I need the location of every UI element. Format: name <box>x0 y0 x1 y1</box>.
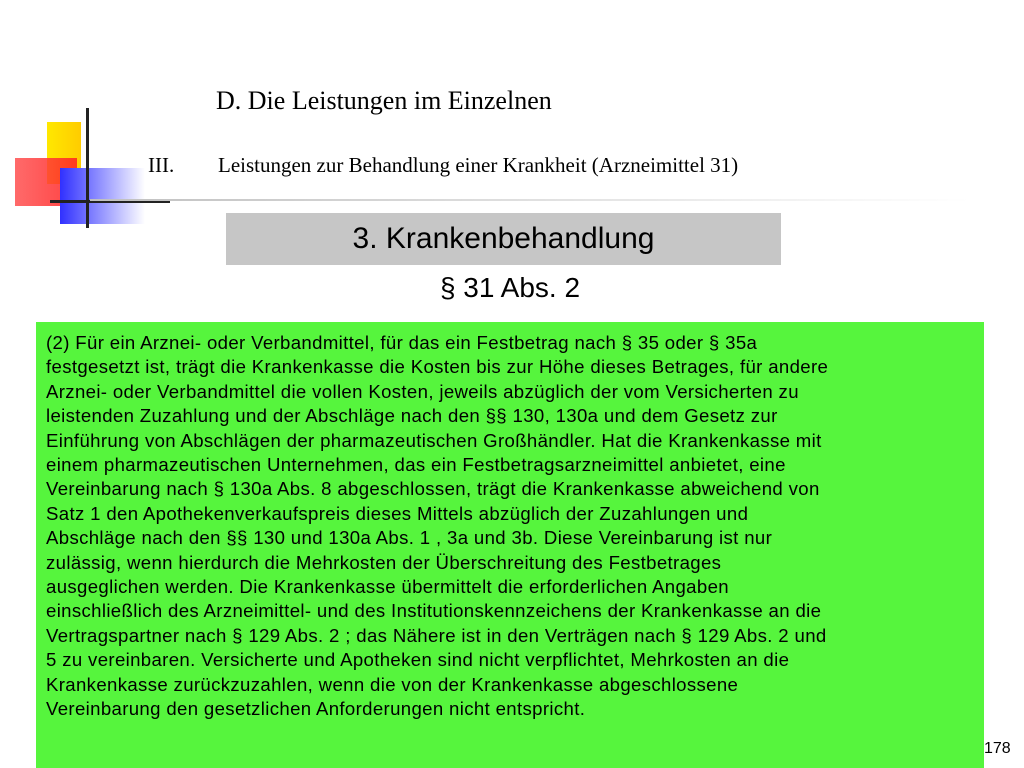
law-text-line: ausgeglichen werden. Die Krankenkasse übermittelt die erforderlichen Angaben <box>46 576 729 598</box>
law-text-line: 5 zu vereinbaren. Versicherte und Apotheken sind nicht verpflichtet, Mehrkosten an die <box>46 649 790 671</box>
law-text-line: Abschläge nach den §§ 130 und 130a Abs. 1 , 3a und 3b. Diese Vereinbarung ist nur <box>46 527 773 549</box>
slide-title: D. Die Leistungen im Einzelnen <box>216 86 552 115</box>
law-text-line: Krankenkasse zurückzuzahlen, wenn die von der Krankenkasse abgeschlossene <box>46 673 739 695</box>
slide-logo-graphic <box>0 0 200 240</box>
law-text-line: Vereinbarung den gesetzlichen Anforderungen nicht entspricht. <box>46 698 586 720</box>
law-text-line: Arznei- oder Verbandmittel die vollen Kosten, jeweils abzüglich der vom Versicherten zu <box>46 380 799 402</box>
section-heading: 3. Krankenbehandlung <box>352 222 655 255</box>
law-text-line: festgesetzt ist, trägt die Krankenkasse die Kosten bis zur Höhe dieses Betrages, für andere <box>46 356 829 378</box>
law-text-line: zulässig, wenn hierdurch die Mehrkosten der Überschreitung des Festbetrages <box>46 551 722 573</box>
logo-blue-square <box>60 168 145 224</box>
slide-subtitle <box>148 153 738 178</box>
law-text-line: (2) Für ein Arznei- oder Verbandmittel, für das ein Festbetrag nach § 35 oder § 35a <box>46 332 758 353</box>
page-number: 178 <box>984 740 1011 757</box>
logo-vertical-line <box>86 108 89 228</box>
law-text-line: Vereinbarung nach § 130a Abs. 8 abgeschlossen, trägt die Krankenkasse abweichend von <box>46 478 820 500</box>
law-text-line: einem pharmazeutischen Unternehmen, das ein Festbetragsarzneimittel anbietet, eine <box>46 454 786 476</box>
law-text-line: leistenden Zuzahlung und der Abschläge nach den §§ 130, 130a und dem Gesetz zur <box>46 405 778 427</box>
law-text-line: Satz 1 den Apothekenverkaufspreis dieses Mittels abzüglich der Zuzahlungen und <box>46 502 749 524</box>
paragraph-reference: § 31 Abs. 2 <box>439 272 581 303</box>
subtitle-text: Leistungen zur Behandlung einer Krankheit (Arzneimittel 31) <box>218 153 739 177</box>
law-text-line: einschließlich des Arzneimittel- und des Institutionskennzeichens der Krankenkasse an die <box>46 600 822 622</box>
section-heading-box <box>226 213 781 265</box>
law-text-line: Einführung von Abschlägen der pharmazeutischen Großhändler. Hat die Krankenkasse mit <box>46 429 822 451</box>
subtitle-number: III. <box>148 153 175 177</box>
law-text-line: Vertragspartner nach § 129 Abs. 2 ; das Nähere ist in den Verträgen nach § 129 Abs. 2 und <box>46 624 827 646</box>
header-divider <box>90 199 970 201</box>
law-text-box <box>36 322 984 768</box>
